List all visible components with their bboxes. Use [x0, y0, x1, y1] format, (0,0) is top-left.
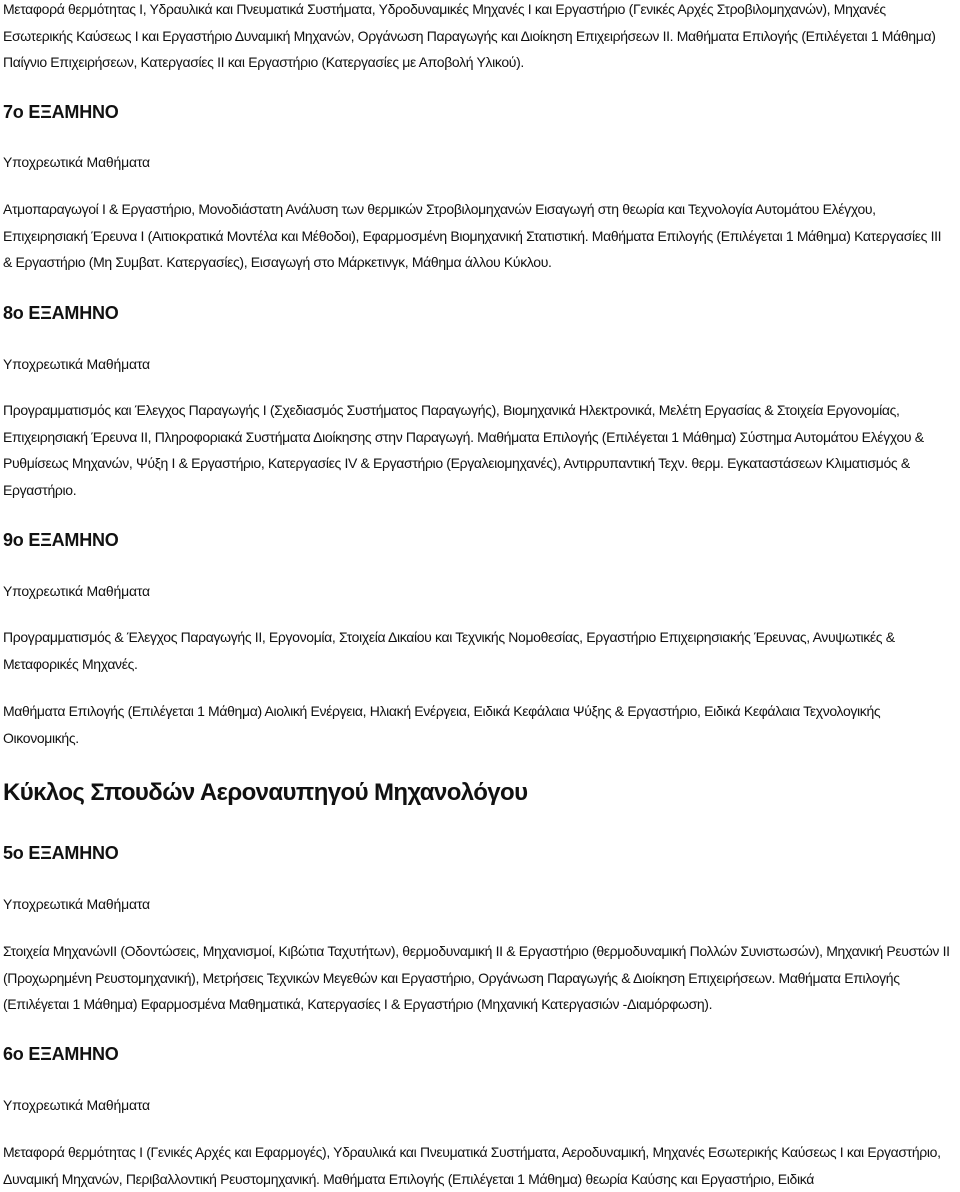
semester-9-electives: Μαθήματα Επιλογής (Επιλέγεται 1 Μάθημα) Αιολική Ενέργεια, Ηλιακή Ενέργεια, Ειδικά Κεφάλαια Ψύξης & Εργαστήριο, Ειδικά Κεφάλαια Τεχνολογικής Οικονομικής.: [3, 703, 881, 746]
semester-8-courses: Προγραμματισμός και Έλεγχος Παραγωγής Ι (Σχεδιασμός Συστήματος Παραγωγής), Βιομηχανικά Ηλεκτρονικά, Μελέτη Εργασίας & Στοιχεία Εργονομίας, Επιχειρησιακή Έρευνα ΙΙ, Πληροφοριακά Συστήματα Διοίκησης στην Παραγωγή. Μαθήματα Επιλογής (Επιλέγεται 1 Μάθημα) Σύστημα Αυτομάτου Ελέγχου & Ρυθμίσεως Μηχανών, Ψύξη Ι & Εργαστήριο, Κατεργασίες IV & Εργαστήριο (Εργαλειομηχανές), Αντιρρυπαντική Τεχν. θερμ. Εγκαταστάσεων Κλιματισμός & Εργαστήριο.: [3, 402, 924, 498]
semester-8-heading: 8ο ΕΞΑΜΗΝΟ: [3, 303, 119, 323]
intro-paragraph: Μεταφορά θερμότητας Ι, Υδραυλικά και Πνευματικά Συστήματα, Υδροδυναμικές Μηχανές Ι και Εργαστήριο (Γενικές Αρχές Στροβιλομηχανών), Μηχανές Εσωτερικής Καύσεως Ι και Εργαστήριο Δυναμική Μηχανών, Οργάνωση Παραγωγής και Διοίκηση Επιχειρήσεων ΙΙ. Μαθήματα Επιλογής (Επιλέγεται 1 Μάθημα) Παίγνιο Επιχειρήσεων, Κατεργασίες ΙΙ και Εργαστήριο (Κατεργασίες με Αποβολή Υλικού).: [3, 1, 936, 70]
semester-6-heading: 6ο ΕΞΑΜΗΝΟ: [3, 1044, 119, 1064]
semester-5-courses: Στοιχεία ΜηχανώνΙΙ (Οδοντώσεις, Μηχανισμοί, Κιβώτια Ταχυτήτων), θερμοδυναμική ΙΙ & Εργαστήριο (θερμοδυναμική Πολλών Συνιστωσών), Μηχανική Ρευστών ΙΙ (Προχωρημένη Ρευστομηχανική), Μετρήσεις Τεχνικών Μεγεθών και Εργαστήριο, Οργάνωση Παραγωγής & Διοίκηση Επιχειρήσεων. Μαθήματα Επιλογής (Επιλέγεται 1 Μάθημα) Εφαρμοσμένα Μαθηματικά, Κατεργασίες Ι & Εργαστήριο (Μηχανική Κατεργασιών -Διαμόρφωση).: [3, 943, 950, 1012]
study-cycle-title: Κύκλος Σπουδών Αεροναυπηγού Μηχανολόγου: [3, 779, 528, 806]
semester-6-courses: Μεταφορά θερμότητας Ι (Γενικές Αρχές και Εφαρμογές), Υδραυλικά και Πνευματικά Συστήματα, Αεροδυναμική, Μηχανές Εσωτερικής Καύσεως Ι και Εργαστήριο, Δυναμική Μηχανών, Περιβαλλοντική Ρευστομηχανική. Μαθήματα Επιλογής (Επιλέγεται 1 Μάθημα) θεωρία Καύσης και Εργαστήριο, Ειδικά: [3, 1144, 941, 1187]
semester-9-subheading: Υποχρεωτικά Μαθήματα: [3, 583, 150, 599]
semester-9-heading: 9ο ΕΞΑΜΗΝΟ: [3, 530, 119, 550]
semester-7-subheading: Υποχρεωτικά Μαθήματα: [3, 154, 150, 170]
semester-5-subheading: Υποχρεωτικά Μαθήματα: [3, 896, 150, 912]
semester-9-courses: Προγραμματισμός & Έλεγχος Παραγωγής ΙΙ, Εργονομία, Στοιχεία Δικαίου και Τεχνικής Νομοθεσίας, Εργαστήριο Επιχειρησιακής Έρευνας, Ανυψωτικές & Μεταφορικές Μηχανές.: [3, 629, 895, 672]
semester-7-heading: 7ο ΕΞΑΜΗΝΟ: [3, 102, 119, 122]
semester-6-subheading: Υποχρεωτικά Μαθήματα: [3, 1097, 150, 1113]
semester-7-courses: Ατμοπαραγωγοί Ι & Εργαστήριο, Μονοδιάστατη Ανάλυση των θερμικών Στροβιλομηχανών Εισαγωγή στη θεωρία και Τεχνολογία Αυτομάτου Ελέγχου, Επιχειρησιακή Έρευνα Ι (Αιτιοκρατικά Μοντέλα και Μέθοδοι), Εφαρμοσμένη Βιομηχανική Στατιστική. Μαθήματα Επιλογής (Επιλέγεται 1 Μάθημα) Κατεργασίες ΙΙΙ & Εργαστήριο (Μη Συμβατ. Κατεργασίες), Εισαγωγή στο Μάρκετινγκ, Μάθημα άλλου Κύκλου.: [3, 201, 942, 270]
semester-8-subheading: Υποχρεωτικά Μαθήματα: [3, 356, 150, 372]
semester-5-heading: 5ο ΕΞΑΜΗΝΟ: [3, 843, 119, 863]
